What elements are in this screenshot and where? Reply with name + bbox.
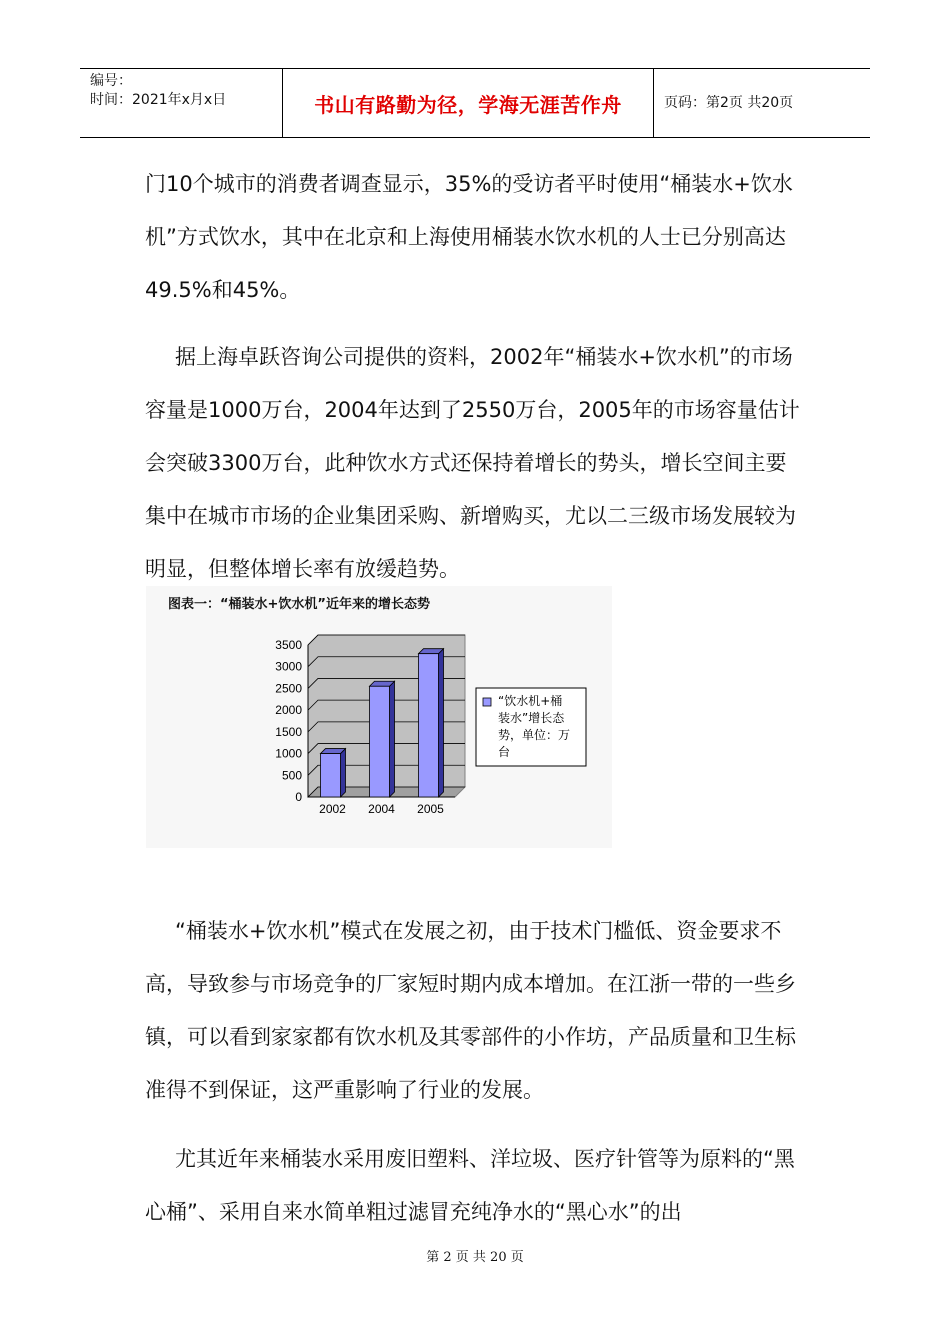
- x-tick-label: 2005: [417, 802, 444, 816]
- y-tick-label: 2000: [275, 703, 302, 718]
- paragraph-2: 据上海卓跃咨询公司提供的资料，2002年“桶装水+饮水机”的市场容量是1000万台，2004年达到了2550万台，2005年的市场容量估计会突破3300万台，此种饮水方式还保持着增长的势头，增长空间主要集中在城市市场的企业集团采购、新增购买，尤以二三级市场发展较为明显，但整体增长率有放缓趋势。: [145, 345, 800, 581]
- y-tick-label: 3500: [275, 638, 302, 652]
- y-tick-label: 2500: [275, 681, 302, 696]
- y-tick-label: 3000: [275, 659, 302, 674]
- serial-label: 编号：: [90, 73, 132, 89]
- bar-side: [439, 649, 444, 797]
- chart-title: 图表一：“桶装水+饮水机”近年来的增长态势: [168, 597, 430, 612]
- legend-label: 装水”增长态: [498, 711, 565, 725]
- page-footer: 第 2 页 共 20 页: [426, 1250, 524, 1265]
- y-tick-label: 1000: [275, 746, 302, 761]
- x-tick-label: 2002: [319, 802, 346, 816]
- bar: [419, 654, 439, 797]
- bar-side: [341, 749, 346, 797]
- bar-top: [321, 749, 346, 754]
- legend-label: 台: [498, 745, 511, 759]
- page-label: 页码：第2页 共20页: [664, 95, 794, 111]
- y-tick-label: 1500: [275, 724, 302, 739]
- motto-text: 书山有路勤为径，学海无涯苦作舟: [314, 92, 622, 117]
- bar-top: [419, 649, 444, 654]
- legend-label: “饮水机+桶: [498, 694, 563, 708]
- date-label: 时间：2021年x月x日: [90, 92, 227, 108]
- bar-side: [390, 681, 395, 797]
- paragraph-3: “桶装水+饮水机”模式在发展之初，由于技术门槛低、资金要求不高，导致参与市场竞争的厂家短时期内成本增加。在江浙一带的一些乡镇，可以看到家家都有饮水机及其零部件的小作坊，产品质量和卫生标准得不到保证，这严重影响了行业的发展。: [145, 919, 796, 1102]
- paragraph-4: 尤其近年来桶装水采用废旧塑料、洋垃圾、医疗针管等为原料的“黑心桶”、采用自来水简单粗过滤冒充纯净水的“黑心水”的出: [145, 1147, 795, 1224]
- bar: [321, 754, 341, 797]
- y-tick-label: 0: [295, 790, 302, 804]
- legend-label: 势，单位：万: [498, 728, 571, 742]
- paragraph-1: 门10个城市的消费者调查显示，35%的受访者平时使用“桶装水+饮水机”方式饮水，其中在北京和上海使用桶装水饮水机的人士已分别高达49.5%和45%。: [145, 172, 793, 302]
- bar: [370, 686, 390, 797]
- x-tick-label: 2004: [368, 802, 395, 816]
- y-tick-label: 500: [281, 768, 302, 783]
- legend-swatch: [483, 698, 491, 706]
- bar-top: [370, 681, 395, 686]
